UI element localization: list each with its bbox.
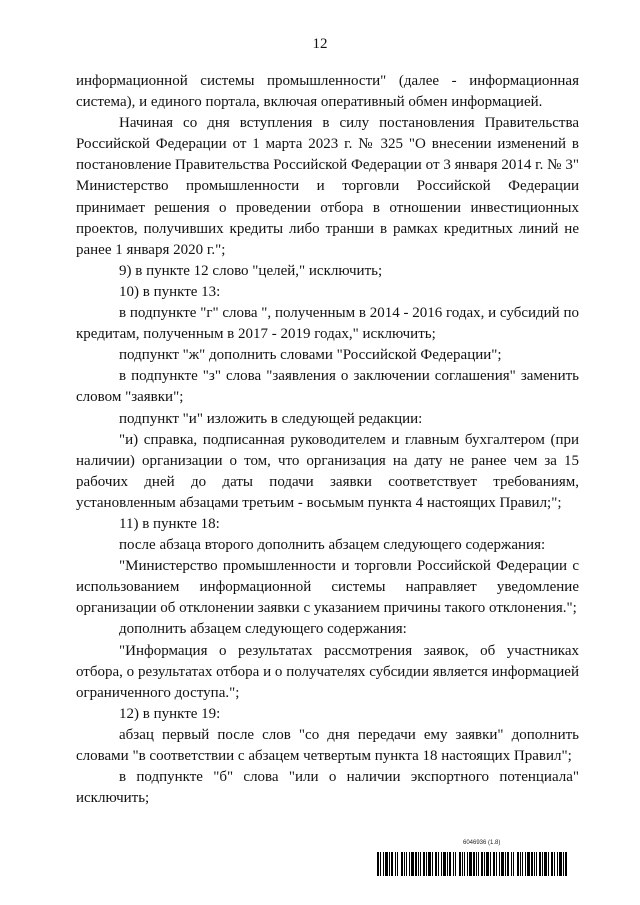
document-code: 6046936 (1.8) [463,840,501,846]
paragraph: 12) в пункте 19: [119,705,221,722]
paragraph: Начиная со дня вступления в силу постановления Правительства Российской Федерации от 1 марта 2023 г. № 325 "О внесении изменений в постановление Правительства Российской Федерации от 3 января 2014 г. № 3" Министерство промышленности и торговли Российской Федерации принимает решения о проведении отбора в отношении инвестиционных проектов, получивших кредиты либо транши в рамках кредитных линий не ранее 1 января 2020 г."; [76,115,579,258]
paragraph: "и) справка, подписанная руководителем и главным бухгалтером (при наличии) организации о том, что организация на дату не ранее чем за 15 рабочих дней до даты подачи заявки соответствует требованиям, установленным абзацами третьим - восьмым пункта 4 настоящих Правил;"; [76,431,579,511]
paragraph: дополнить абзацем следующего содержания: [119,621,407,638]
paragraph: в подпункте "з" слова "заявления о заключении соглашения" заменить словом "заявки"; [76,368,579,406]
paragraph: подпункт "и" изложить в следующей редакции: [119,410,423,427]
barcode-graphic [377,852,569,876]
document-body [76,71,579,809]
page-number: 12 [312,36,328,52]
paragraph: 9) в пункте 12 слово "целей," исключить; [119,262,383,279]
paragraph: "Министерство промышленности и торговли Российской Федерации с использованием информационной системы направляет уведомление организации об отклонении заявки с указанием причины такого отклонения."; [76,558,579,617]
paragraph: после абзаца второго дополнить абзацем следующего содержания: [119,537,546,554]
paragraph: в подпункте "г" слова ", полученным в 2014 - 2016 годах, и субсидий по кредитам, полученным в 2017 - 2019 годах," исключить; [76,305,579,343]
paragraph: подпункт "ж" дополнить словами "Российской Федерации"; [119,347,502,364]
paragraph: абзац первый после слов "со дня передачи ему заявки" дополнить словами "в соответствии с абзацем четвертым пункта 18 настоящих Правил"; [76,726,579,764]
paragraph: в подпункте "б" слова "или о наличии экспортного потенциала" исключить; [76,769,579,807]
paragraph: 11) в пункте 18: [119,515,220,532]
barcode [377,852,569,876]
paragraph: информационной системы промышленности" (далее - информационная система), и единого портала, включая оперативный обмен информацией. [76,73,579,111]
paragraph: 10) в пункте 13: [119,283,221,300]
paragraph: "Информация о результатах рассмотрения заявок, об участниках отбора, о результатах отбора и о получателях субсидии является информацией ограниченного доступа."; [76,642,579,701]
